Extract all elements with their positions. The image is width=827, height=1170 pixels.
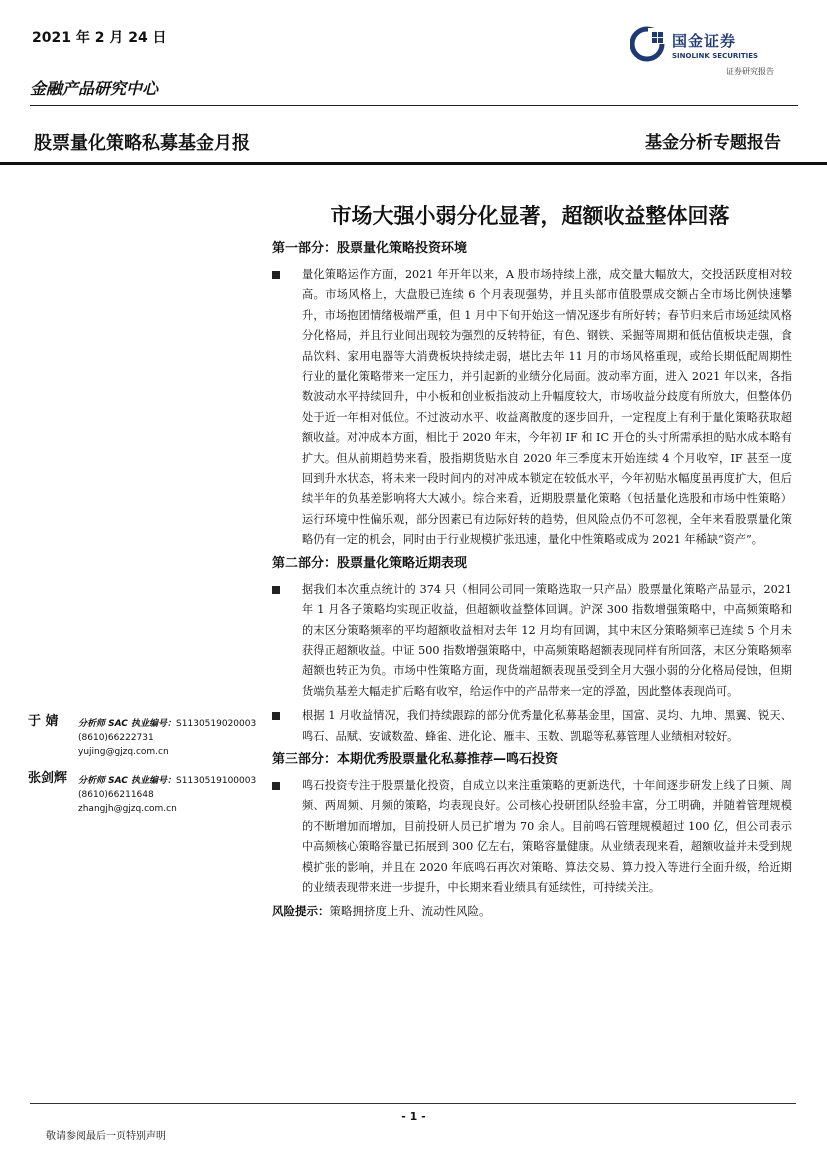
paragraph-text: 鸣石投资专注于股票量化投资，自成立以来注重策略的更新迭代，十年间逐步研发上线了日频、周频、两周频、月频的策略，均表现良好。公司核心投研团队经验丰富，分工明确，并随着管理规模的不断增加而增加，目前投研人员已扩增为 70 余人。目前鸣石管理规模超过 100 亿，但公司表示中高频核心策略容量已拓展到 300 亿左右，策略容量健康。从业绩表现来看，超额收益并未受到规模扩张的影响，并且在 2020 年底鸣石再次对策略、算法交易、算力投入等进行全面升级，给近期的业绩表现带来进一步提升，中长期来看业绩具有延续性，可持续关注。: [302, 778, 792, 894]
analyst-role: 分析师 SAC 执业编号：: [78, 719, 177, 729]
risk-label: 风险提示：: [272, 904, 330, 919]
square-bullet-icon: [272, 271, 280, 279]
footer-disclaimer: 敬请参阅最后一页特别声明: [46, 1131, 166, 1142]
paragraph: [272, 706, 792, 747]
logo-subtitle: 证券研究报告: [726, 67, 774, 76]
risk-notice: [272, 902, 792, 920]
company-logo: [630, 24, 790, 80]
paragraph-text: 根据 1 月收益情况，我们持续跟踪的部分优秀量化私募基金里，国富、灵均、九坤、黑翼、锐天、鸣石、品赋、安诚数盈、蜂雀、进化论、雁丰、玉数、凯聪等私募管理人业绩相对较好。: [302, 709, 792, 743]
title-divider: [0, 162, 827, 165]
report-type: 基金分析专题报告: [645, 133, 781, 153]
paragraph: [272, 580, 792, 702]
analyst-card: [28, 715, 268, 775]
section-title: 第三部分：本期优秀股票量化私募推荐—鸣石投资: [272, 751, 559, 767]
section-title: 第一部分：股票量化策略投资环境: [272, 241, 468, 256]
analyst-card: [28, 772, 268, 832]
logo-name-en: SINOLINK SECURITIES: [672, 52, 759, 60]
analyst-info: [78, 717, 278, 759]
analyst-email[interactable]: zhangjh@gjzq.com.cn: [78, 804, 177, 814]
page-number: - 1 -: [401, 1110, 426, 1123]
report-date: 2021 年 2 月 24 日: [32, 30, 167, 46]
paragraph-text: 据我们本次重点统计的 374 只（相同公司同一策略选取一只产品）股票量化策略产品显示，2021 年 1 月各子策略均实现正收益，但超额收益整体回调。沪深 300 指数增强策略中，中高频策略和的末区分策略频率的平均超额收益相对去年 12 月均有回调，其中末区分策略频率已连续 5 个月未获得正超额收益。中证 500 指数增强策略中，中高频策略超额表现同样有所回落，末区分策略频率超额也转正为负。市场中性策略方面，现货端超额表现虽受到全月大强小弱的分化格局侵蚀，但期货端负基差大幅走扩后略有收窄，给运作中的产品带来一定的浮盈，因此整体表现尚可。: [302, 582, 792, 698]
analyst-role: 分析师 SAC 执业编号：: [78, 776, 177, 786]
analyst-info: [78, 774, 278, 816]
paragraph: [272, 776, 792, 898]
headline: 市场大强小弱分化显著，超额收益整体回落: [330, 203, 730, 228]
report-title: 股票量化策略私募基金月报: [34, 133, 250, 154]
analyst-id: S1130519020003: [176, 719, 257, 729]
section-title: 第二部分：股票量化策略近期表现: [272, 555, 468, 571]
analyst-phone: (8610)66222731: [78, 733, 154, 743]
risk-text: 策略拥挤度上升、流动性风险。: [329, 904, 491, 919]
analyst-phone: (8610)66211648: [78, 790, 154, 800]
square-bullet-icon: [272, 586, 280, 594]
department-name: 金融产品研究中心: [30, 79, 159, 98]
analyst-id: S1130519100003: [176, 776, 257, 786]
paragraph: [272, 265, 792, 551]
logo-name-cn: 国金证券: [672, 32, 737, 50]
analyst-name: 张剑辉: [28, 771, 68, 786]
footer-divider: [30, 1103, 796, 1104]
analyst-name: 于 婧: [28, 714, 59, 729]
analyst-email[interactable]: yujing@gjzq.com.cn: [78, 747, 169, 757]
paragraph-text: 量化策略运作方面，2021 年开年以来，A 股市场持续上涨，成交量大幅放大，交投活跃度相对较高。市场风格上，大盘股已连续 6 个月表现强势，并且头部市值股票成交额占全市场比例快速攀升，市场抱团情绪极端严重，但 1 月中下旬开始这一情况逐步有所好转；春节归来后市场延续风格分化格局，并且行业间出现较为强烈的反转特征，有色、钢铁、采掘等周期和低估值板块走强，食品饮料、家用电器等大消费板块持续走弱，堪比去年 11 月的市场风格重现，或给长期低配周期性行业的量化策略带来一定压力，并引起新的业绩分化局面。波动率方面，进入 2021 年以来，各指数波动水平持续回升，中小板和创业板指波动上升幅度较大，市场收益分歧度有所放大，但整体仍处于近一年相对低位。不过波动水平、收益离散度的逐步回升，一定程度上有利于量化策略获取超额收益。对冲成本方面，相比于 2020 年末，今年初 IF 和 IC 开仓的头寸所需承担的贴水成本略有扩大。但从前期趋势来看，股指期货贴水自 2020 年三季度末开始连续 4 个月收窄，IF 甚至一度回到升水状态，将未来一段时间内的对冲成本锁定在较低水平，今年初贴水幅度虽再度扩大，但后续半年的负基差影响将大大减小。综合来看，近期股票量化策略（包括量化选股和市场中性策略）运行环境中性偏乐观，部分因素已有边际好转的趋势，但风险点仍不可忽视，全年来看股票量化策略仍有一定的机会，同时由于行业规模扩张迅速，量化中性策略或成为 2021 年稀缺“资产”。: [302, 268, 792, 547]
header-divider: [30, 105, 798, 106]
sinolink-logo-icon: [630, 24, 668, 64]
main-content: [272, 240, 792, 920]
